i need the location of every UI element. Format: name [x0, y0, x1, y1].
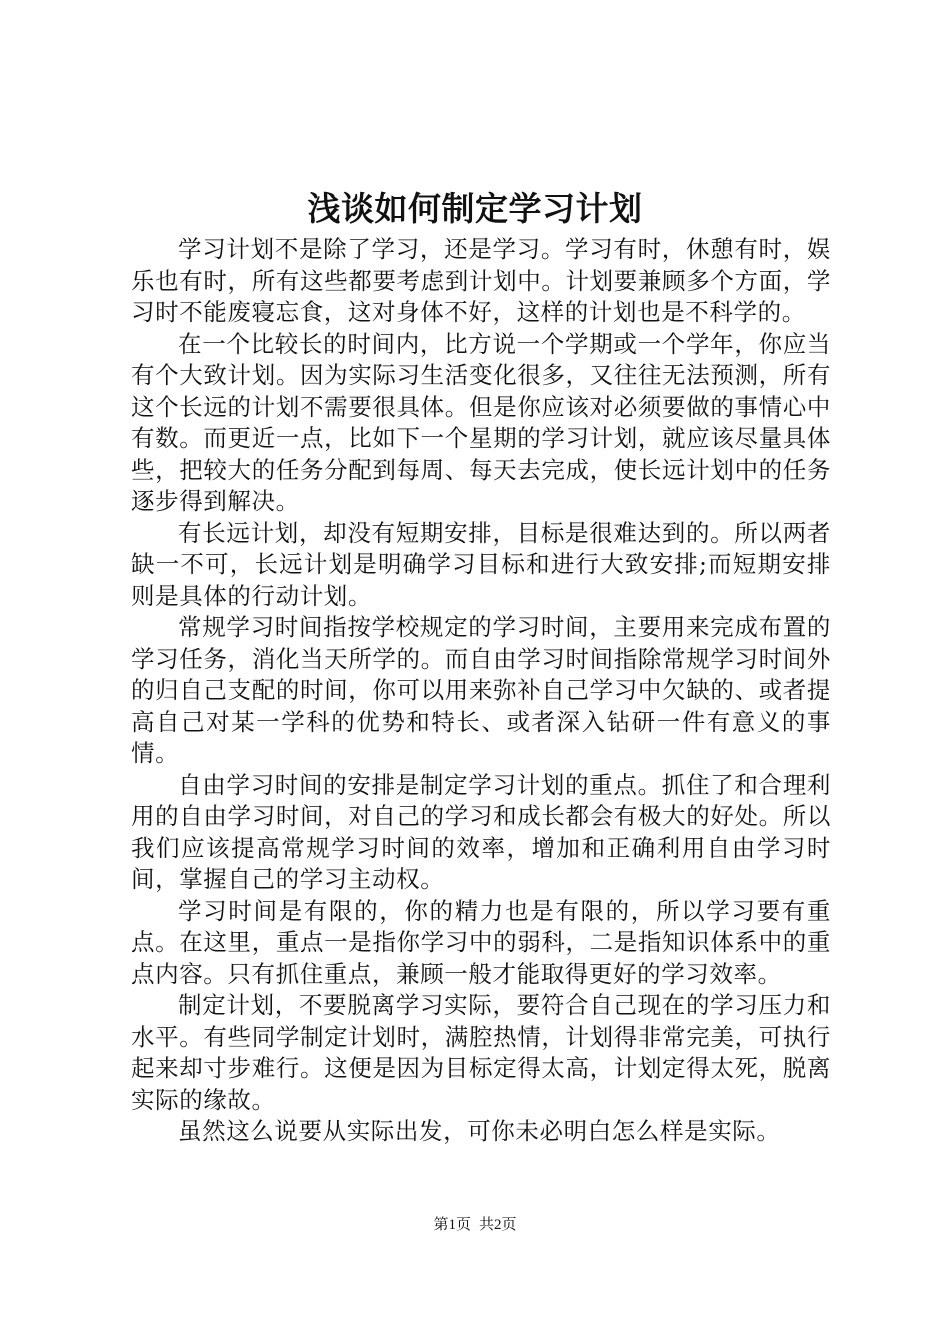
page-number-total: 共2页: [479, 1217, 517, 1233]
paragraph-4: 常规学习时间指按学校规定的学习时间，主要用来完成布置的学习任务，消化当天所学的。而自由学习时间指除常规学习时间外的归自己支配的时间，你可以用来弥补自己学习中欠缺的、或者提高自己对某一学科的优势和特长、或者深入钻研一件有意义的事情。: [131, 613, 831, 767]
paragraph-3: 有长远计划，却没有短期安排，目标是很难达到的。所以两者缺一不可，长远计划是明确学习目标和进行大致安排;而短期安排则是具体的行动计划。: [131, 518, 831, 610]
paragraph-6: 学习时间是有限的，你的精力也是有限的，所以学习要有重点。在这里，重点一是指你学习中的弱科，二是指知识体系中的重点内容。只有抓住重点，兼顾一般才能取得更好的学习效率。: [131, 896, 831, 988]
paragraph-2: 在一个比较长的时间内，比方说一个学期或一个学年，你应当有个大致计划。因为实际习生活变化很多，又往往无法预测，所有这个长远的计划不需要很具体。但是你应该对必须要做的事情心中有数。而更近一点，比如下一个星期的学习计划，就应该尽量具体些，把较大的任务分配到每周、每天去完成，使长远计划中的任务逐步得到解决。: [131, 329, 831, 515]
paragraph-7: 制定计划，不要脱离学习实际，要符合自己现在的学习压力和水平。有些同学制定计划时，满腔热情，计划得非常完美，可执行起来却寸步难行。这便是因为目标定得太高，计划定得太死，脱离实际的缘故。: [131, 991, 831, 1114]
document-body: [131, 234, 831, 1148]
document-title: 浅谈如何制定学习计划: [307, 189, 643, 228]
paragraph-8: 虽然这么说要从实际出发，可你未必明白怎么样是实际。: [178, 1117, 781, 1145]
paragraph-5: 自由学习时间的安排是制定学习计划的重点。抓住了和合理利用的自由学习时间，对自己的学习和成长都会有极大的好处。所以我们应该提高常规学习时间的效率，增加和正确利用自由学习时间，掌握自己的学习主动权。: [131, 770, 831, 893]
page-footer: [0, 1214, 950, 1236]
paragraph-1: 学习计划不是除了学习，还是学习。学习有时，休憩有时，娱乐也有时，所有这些都要考虑到计划中。计划要兼顾多个方面，学习时不能废寝忘食，这对身体不好，这样的计划也是不科学的。: [131, 235, 831, 326]
page-number-current: 第1页: [433, 1217, 471, 1233]
